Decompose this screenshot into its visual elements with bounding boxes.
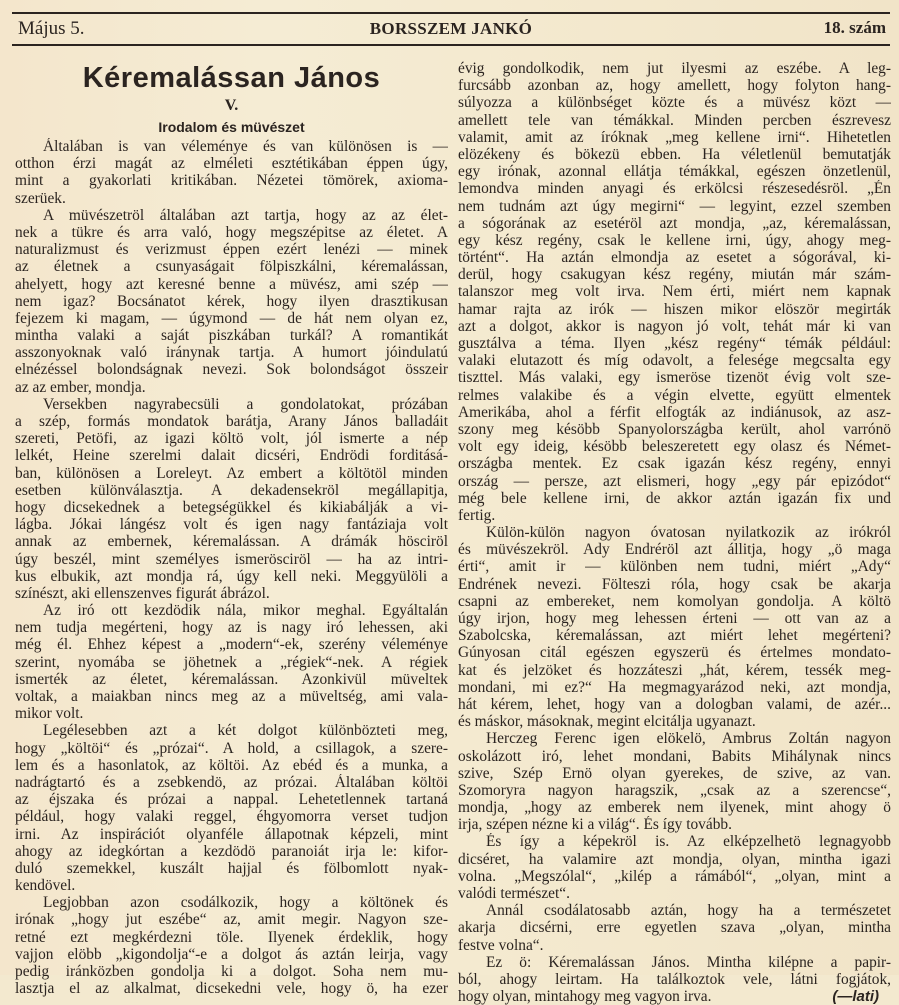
text-line: irja, szépen nézne ki a világ“. És így tovább. — [458, 816, 732, 834]
publication-name: BORSSZEM JANKÓ — [369, 19, 533, 38]
text-line: még bele kellene irni, de akkor aztán igazán fix und — [458, 489, 891, 507]
text-line: voltak, a maiakban nincs meg az a müveltség, ami vala- — [15, 688, 448, 705]
text-line: duló szemekkel, kuszált hajjal és fölbomlott nyak- — [15, 859, 448, 877]
text-line: színészt, aki ellenszenves figurát ábrázol. — [15, 584, 270, 602]
right-column-body — [458, 60, 891, 1005]
text-line: úgy irjon, hogy meg lehessen érteni — ott van az a — [458, 610, 891, 627]
text-line: Szabolcska, kéremalássan, azt miért lehet megérteni? — [458, 627, 891, 645]
text-line: Endrének nevezi. Fölteszi róla, hogy csak be akarja — [458, 575, 891, 593]
text-line: hát kérem, lehet, hogy van a dologban valami, de azér... — [458, 695, 891, 713]
text-line: lemondva minden anyagi és erkölcsi részesedésröl. „Én — [458, 180, 891, 198]
text-line: mondani, mi ez?“ Ha megmagyarázod neki, azt mondja, — [458, 678, 891, 696]
text-line: lasztja el az alkalmat, dicsekedni vele, hogy ö, ha ezer — [15, 980, 448, 998]
text-line: valódi természet“. — [458, 885, 570, 902]
text-line: esetben különválasztja. A dekadensekröl megállapitja, — [15, 481, 448, 499]
text-line: És így a képekröl is. Az elképzelhetö legnagyobb — [486, 833, 891, 851]
text-line: relmes valakibe és a végin elvette, együtt elmentek — [458, 386, 891, 404]
author-signature: (—lati) — [832, 988, 879, 1005]
text-line: Az iró ott kezdödik nála, mikor meghal. Egyáltalán — [43, 602, 448, 620]
text-line: lem és a hasonlatok, az költöi. Az ebéd és a munka, a — [15, 756, 448, 774]
text-line: Legélesebben azt a két dolgot különbözteti meg, — [43, 722, 448, 740]
text-line: Herczeg Ferenc igen elökelö, Ambrus Zoltán nagyon — [486, 730, 891, 748]
text-line: történt“. Ha aztán elmondja az esetet a sógorával, ki- — [458, 249, 891, 267]
text-line: nek a tükre és arra való, hogy megszépitse az életet. A — [15, 223, 448, 241]
text-line: az életnek a csunyaságait fölpiszkálni, kéremalássan, — [15, 258, 448, 276]
text-line: gusztálva a téma. Ilyen „kész regény“ témák például: — [458, 335, 891, 352]
text-line: ország — persze, azt elismeri, hogy „egy pár epizódot“ — [458, 472, 891, 490]
text-line: Általában is van véleménye és van különösen is — — [43, 138, 448, 155]
header-bottom-rule — [12, 44, 890, 46]
text-line: asszonyoknak való iránynak tartja. A humort jóindulatú — [15, 344, 448, 362]
text-line: akarja dicsérni, erre egyetlen szava „olyan, mintha — [458, 919, 891, 937]
article-subtitle: Irodalom és müvészet — [158, 119, 305, 135]
text-line: még él. Ehhez képest a „modern“-ek, szerény véleménye — [15, 636, 448, 654]
article-title: Kéremalássan János — [82, 62, 381, 94]
text-line: ismerték az életet, kéremalássan. Azonkivül müveltek — [15, 670, 448, 688]
text-line: nem tudnám azt úgy megirni“ — legyint, ezzel szemben — [458, 197, 891, 215]
text-line: amellett tele van témákkal. Minden percben észrevesz — [458, 111, 891, 129]
text-line: naturalizmust és verizmust éppen ezért lenézi — minek — [15, 241, 448, 259]
text-line: volt egy ideig, késöbb beleszeretett egy olasz és Német- — [458, 438, 891, 456]
text-line: fejezem ki magam, — úgymond — de hát nem olyan ez, — [15, 309, 448, 327]
text-line: Szomoryra nagyon haragszik, „csak az a szerencse“, — [458, 781, 891, 799]
text-line: a szép, formás mondatok barátja, Arany János balladáit — [15, 413, 448, 430]
text-line: hogy dicsekednek a betegségükkel és kikiabálják a vi- — [15, 498, 448, 516]
text-line: mintha valaki a saját piszkában turkál? A romantikát — [15, 327, 448, 345]
text-line: ból, ahogy leirtam. Ha találkoztok vele, látni fogjátok, — [458, 970, 891, 988]
text-line: oskolázott iró, lehet mondani, Babits Mihálynak nincs — [458, 747, 891, 765]
text-line: kat és jelzöket és hozzáteszi „hát, kérem, tessék meg- — [458, 661, 891, 679]
text-line: otthon érzi magát az elméleti esztétikában éppen úgy, — [15, 155, 448, 173]
text-line: Gúnyosan citál egészen egyszerü és értelmes mondato- — [458, 644, 891, 662]
text-line: és müvészekröl. Ady Endréröl azt állitja, hogy „ö maga — [458, 541, 891, 559]
text-line: festve volna“. — [458, 936, 544, 954]
text-line: volna. „Megszólal“, „kilép a rámából“, „olyan, mint a — [458, 867, 891, 885]
text-line: kus elbukik, azt mondja rá, úgy kell neki. Meggyülöli a — [15, 567, 448, 585]
text-line: Külön-külön nagyon óvatosan nyilatkozik az irókról — [486, 524, 891, 542]
text-line: ahelyett, hogy azt keresné benne a müvész, ami szép — — [15, 275, 448, 293]
text-line: szereti, Petöfi, az igazi költö volt, jól ismerte a nép — [15, 430, 448, 448]
text-line: érti“, amit ir — különben nem tudni, miért „Ady“ — [458, 558, 891, 576]
text-line: szony meg késöbb Spanyolországba került, ahol varrónö — [458, 420, 891, 438]
text-line: azt a dolgot, akkor is nagyon jó volt, tehát már ki van — [458, 317, 891, 335]
text-line: Ez ö: Kéremalássan János. Mintha kilépne a papir- — [486, 953, 891, 971]
left-column — [15, 56, 448, 997]
text-line: annak az embernek, kéremalássan. A drámák hösciröl — [15, 533, 448, 551]
text-line: csapni az embereket, nem komolyan gondolja. A költö — [458, 592, 891, 610]
text-line: dicséret, ha valamire azt mondja, olyan, mintha igazi — [458, 850, 891, 868]
text-line: nem igaz? Bocsánatot kérek, hogy ilyen drasztikusan — [15, 292, 448, 310]
text-line: elnézéssel bolondságnak nevezi. Sok bolondságot összeir — [15, 361, 448, 379]
text-line: tiszttel. Más valaki, egy ismeröse tizenöt évig volt sze- — [458, 369, 891, 387]
text-line: szerüek. — [15, 189, 66, 207]
text-line: egy kész regény, csak le kellene irni, úgy, ahogy meg- — [458, 231, 891, 249]
text-line: furcsább azonban az, hogy amellett, hogy folyton hang- — [458, 77, 891, 95]
text-line: az az ember, mondja. — [15, 378, 146, 396]
text-line: fertig. — [458, 506, 496, 524]
text-line: valaki elutazott és míg odavolt, a felesége megcsalta egy — [458, 352, 891, 370]
text-line: mikor volt. — [15, 705, 84, 723]
text-line: irni. Az inspirációt olyanféle állapotnak képzeli, mint — [15, 825, 448, 843]
text-line: úgy beszél, mint személyes ismerösciröl — ha az intri- — [15, 550, 448, 568]
text-line: egy irónak, azonnal ellátja témákkal, egészen önzetlenül, — [458, 163, 891, 181]
header-date: Május 5. — [18, 18, 85, 39]
text-line: vajjon elöbb „kigondolja“-e a dolgot ás aztán leirja, vagy — [15, 945, 448, 963]
closing-line — [458, 988, 891, 1005]
text-line: szerint, nyomába se jöhetnek a „régiek“-nek. A régiek — [15, 653, 448, 671]
page-header — [14, 14, 888, 44]
text-line: talanszor meg volt irva. Nem érti, miért nem kapnak — [458, 283, 891, 301]
text-line: hogy „költöi“ és „prózai“. A hold, a csillagok, a szere- — [15, 739, 448, 757]
text-line: derül, hogy csakugyan kész regény, miután már szám- — [458, 266, 891, 284]
issue-number: 18. szám — [823, 18, 886, 37]
text-line: ahogy az idegkórtan a kezdödö paranoiát irja le: kifor- — [15, 842, 448, 860]
text-line: az éjszaka és prózai a nappal. Lehetetlennek tartaná — [15, 791, 448, 809]
text-line: súlyozza a különbséget közte és a müvész közt — — [458, 94, 891, 112]
right-column — [458, 60, 891, 1005]
text-line: mondja, „hogy az emberek nem ilyenek, mint ahogy ö — [458, 799, 891, 817]
text-line: például, hogy valaki reggel, éhgyomorra verset tudjon — [15, 808, 448, 826]
text-line: mint a gyakorlati kritikában. Nézetei tömörek, axioma- — [15, 172, 448, 190]
text-line: A müvészetröl általában azt tartja, hogy az az élet- — [43, 206, 448, 224]
text-line: a sógorának az esetéröl azt mondja, „az, kéremalássan, — [458, 214, 891, 232]
text-line: és máskor, másoknak, megint elcitálja ugyanazt. — [458, 713, 756, 731]
text-line: országba mentek. Ez csak igazán kész regény, ennyi — [458, 455, 891, 473]
text-line: kendövel. — [15, 877, 76, 895]
text-line: Amerikába, ahol a férfit elfogták az indiánusok, az asz- — [458, 403, 891, 421]
text-line: ban, különösen a Loreleyt. Az embert a költötöl minden — [15, 464, 448, 482]
text-line: nem tudja megérteni, hogy az is nagy iró lehessen, aki — [15, 619, 448, 637]
text-line: hamar rajta az irók — hiszen mikor elöször megirták — [458, 300, 891, 318]
left-column-body — [15, 138, 448, 997]
text-line: valamit, amit az íróknak „meg kellene irni“. Hihetetlen — [458, 128, 891, 146]
text-line: Legjobban azon csodálkozik, hogy a költönek és — [43, 894, 448, 912]
text-line: Versekben nagyrabecsüli a gondolatokat, prózában — [43, 395, 448, 413]
text-line: nadrágtartó és a zsebkendö, az prózai. Általában költöi — [15, 773, 448, 791]
text-line: retné ezt megkérdezni töle. Ilyenek érdeklik, hogy — [15, 928, 448, 946]
text-line: irónak „hogy jut eszébe“ az, amit megir. Nagyon sze- — [15, 911, 448, 929]
text-line: elözékeny és bökezü ebben. Ha véletlenül bemutatják — [458, 145, 891, 163]
text-line: pedig iránközben gondolja ki a dolgot. Soha nem mu- — [15, 963, 448, 980]
text-line: Annál csodálatosabb aztán, hogy ha a természetet — [486, 902, 891, 920]
text-line: lágba. Jókai lángész volt és igen nagy fantáziaja volt — [15, 516, 448, 534]
text-line: évig gondolkodik, nem jut ilyesmi az eszébe. A leg- — [458, 60, 891, 77]
text-line: szive, Szép Ernö olyan gyerekes, de szive, az van. — [458, 764, 891, 782]
text-line: hogy olyan, mintahogy meg vagyon irva. — [458, 988, 712, 1005]
article-part-number: V. — [224, 97, 239, 114]
text-line: lelkét, Heine szerelmi dalait dicséri, Endrödi forditásá- — [15, 447, 448, 465]
